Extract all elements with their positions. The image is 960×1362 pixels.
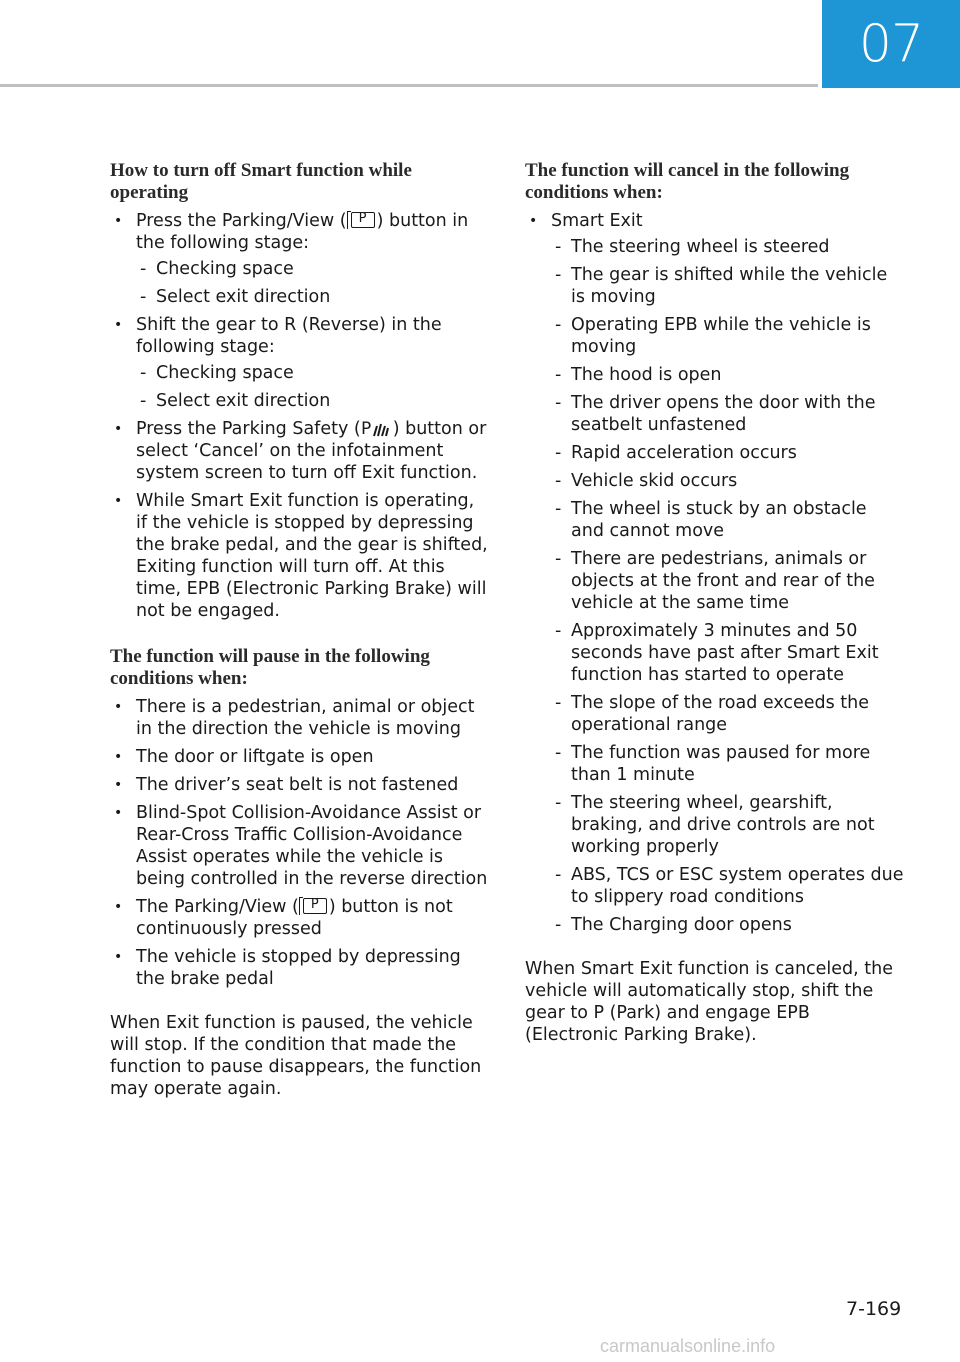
list-item: • The vehicle is stopped by depressing the brake pedal <box>114 947 461 989</box>
sub-item: - Rapid acceleration occurs <box>555 443 797 463</box>
list-item <box>110 210 490 308</box>
list-item: • The driver’s seat belt is not fastened <box>114 775 459 795</box>
item-text: While Smart Exit function is operating, if the vehicle is stopped by depressing the brake pedal, and the gear is shifted, Exiting function will turn off. At this time, EPB (Electronic Parking Brake) will not be engaged. <box>136 491 488 621</box>
parking-view-button-icon: P <box>347 211 377 229</box>
sub-item: - The hood is open <box>555 365 722 385</box>
bullet: • <box>114 213 123 229</box>
sub-item: - The steering wheel is steered <box>555 237 830 257</box>
svg-text:P: P <box>360 419 371 438</box>
right-column <box>525 160 905 1046</box>
item-text: ) button in the following stage: <box>136 211 469 253</box>
heading-pause: The function will pause in the following conditions when: <box>110 646 430 689</box>
parking-safety-button-icon <box>361 418 393 438</box>
header-rule <box>0 84 818 87</box>
list-item: • Smart Exit - The steering wheel is steered - The gear is shifted while the vehicle is moving - Operating EPB while the vehicle is moving - The hood is open - The driver opens the door with the seatbelt unfastened - Rapid acceleration occurs - Vehicle skid occurs - The wheel is stuck by an obstacle and cannot move - There are pedestrians, animals or objects at the front and rear of the vehicle at the same time - Approximately 3 minutes and 50 seconds have past after Smart Exit function has started to operate - The slope of the road exceeds the operational range - The function was paused for more than 1 minute - The steering wheel, gearshift, braking, and drive controls are not working properly - ABS, TCS or ESC system operates due to slippery road conditions - The Charging door opens <box>529 211 904 935</box>
left-column <box>110 160 490 1100</box>
pause-paragraph: When Exit function is paused, the vehicle will stop. If the condition that made the function to pause disappears, the function may operate again. <box>110 1013 482 1099</box>
watermark: carmanualsonline.info <box>600 1336 776 1356</box>
parking-view-button-icon: P <box>299 897 329 915</box>
sub-item: - The wheel is stuck by an obstacle and cannot move <box>555 499 867 541</box>
list-item: • Shift the gear to R (Reverse) in the following stage: - Checking space - Select exit direction <box>110 314 490 412</box>
heading-turn-off: How to turn off Smart function while operating <box>110 160 412 203</box>
page-number: 7-169 <box>846 1298 902 1320</box>
sub-list <box>136 362 490 412</box>
item-text: Press the Parking/View ( <box>136 211 347 231</box>
list-item: • Press the Parking Safety ( P ) button or select ‘Cancel’ on the infotainment system screen to turn off Exit function. <box>114 419 487 483</box>
sub-item: - The driver opens the door with the seatbelt unfastened <box>555 393 876 435</box>
sub-item: - There are pedestrians, animals or objects at the front and rear of the vehicle at the same time <box>555 549 875 613</box>
sub-item: - The slope of the road exceeds the operational range <box>555 693 870 735</box>
cancel-list <box>525 210 905 936</box>
list-item: • While Smart Exit function is operating, if the vehicle is stopped by depressing the brake pedal, and the gear is shifted, Exiting function will turn off. At this time, EPB (Electronic Parking Brake) will not be engaged. <box>114 491 488 621</box>
chapter-number: 07 <box>858 14 924 74</box>
sub-item: - Vehicle skid occurs <box>555 471 738 491</box>
list-item: • The door or liftgate is open <box>114 747 374 767</box>
heading-cancel: The function will cancel in the following conditions when: <box>525 160 850 203</box>
sub-item: - Checking space <box>140 363 294 383</box>
item-text: ) button or select ‘Cancel’ on the infotainment system screen to turn off Exit function. <box>136 419 487 483</box>
chapter-tab <box>822 0 960 88</box>
item-text: Shift the gear to R (Reverse) in the following stage: <box>136 315 442 357</box>
sub-item: - The function was paused for more than 1 minute <box>555 743 871 785</box>
turn-off-list <box>110 210 490 622</box>
sub-list <box>551 236 905 936</box>
sub-item: - Operating EPB while the vehicle is moving <box>555 315 871 357</box>
item-text: Smart Exit <box>551 211 643 231</box>
sub-item: - Select exit direction <box>140 391 331 411</box>
list-item: • There is a pedestrian, animal or object in the direction the vehicle is moving <box>114 697 475 739</box>
sub-item: - Approximately 3 minutes and 50 seconds have past after Smart Exit function has started to operate <box>555 621 879 685</box>
list-item: • The Parking/View ( P ) button is not continuously pressed <box>114 897 453 939</box>
sub-item: - Checking space <box>140 259 294 279</box>
sub-item: - Select exit direction <box>140 287 331 307</box>
pause-list <box>110 696 490 990</box>
sub-item: - The steering wheel, gearshift, braking, and drive controls are not working properly <box>555 793 875 857</box>
list-item: • Blind-Spot Collision-Avoidance Assist or Rear-Cross Traffic Collision-Avoidance Assist operates while the vehicle is being controlled in the reverse direction <box>114 803 488 889</box>
sub-list <box>136 258 490 308</box>
sub-item: - The gear is shifted while the vehicle is moving <box>555 265 888 307</box>
cancel-paragraph: When Smart Exit function is canceled, the vehicle will automatically stop, shift the gear to P (Park) and engage EPB (Electronic Parking Brake). <box>525 959 894 1045</box>
item-text: Press the Parking Safety ( <box>136 419 361 439</box>
sub-item: - ABS, TCS or ESC system operates due to slippery road conditions <box>555 865 904 907</box>
sub-item: - The Charging door opens <box>555 915 792 935</box>
